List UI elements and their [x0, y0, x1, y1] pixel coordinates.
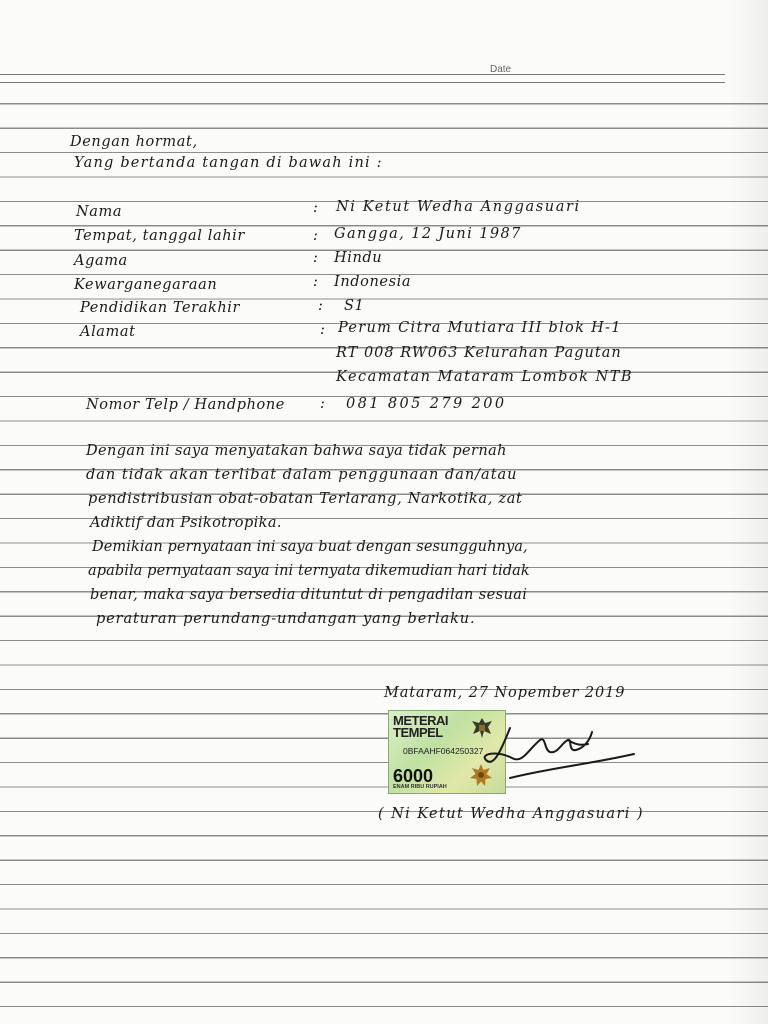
signer-name: ( Ni Ketut Wedha Anggasuari )	[378, 806, 644, 822]
closing-line-1: Demikian pernyataan ini saya buat dengan sesungguhnya,	[92, 539, 528, 555]
agama-label: Agama	[74, 253, 128, 269]
statement-line-4: Adiktif dan Psikotropika.	[90, 515, 282, 531]
handwritten-signature	[450, 720, 650, 790]
colon: :	[320, 322, 326, 338]
statement-line-2: dan tidak akan terlibat dalam penggunaan dan/atau	[86, 467, 518, 483]
telp-label: Nomor Telp / Handphone	[86, 397, 285, 413]
kewarganegaraan-label: Kewarganegaraan	[74, 277, 218, 293]
header-double-rule	[0, 74, 725, 83]
colon: :	[313, 228, 319, 244]
greeting: Dengan hormat,	[70, 134, 198, 150]
place-date: Mataram, 27 Nopember 2019	[384, 685, 626, 701]
nama-label: Nama	[76, 204, 123, 220]
stamp-title: METERAI TEMPEL	[393, 713, 448, 740]
telp-value: 081 805 279 200	[346, 396, 507, 412]
ttl-value: Gangga, 12 Juni 1987	[334, 226, 522, 242]
alamat-line-1: Perum Citra Mutiara III blok H-1	[338, 320, 622, 336]
kewarganegaraan-value: Indonesia	[334, 274, 412, 290]
colon: :	[320, 396, 326, 412]
alamat-line-2: RT 008 RW063 Kelurahan Pagutan	[336, 345, 622, 361]
closing-line-2: apabila pernyataan saya ini ternyata dikemudian hari tidak	[88, 563, 530, 579]
agama-value: Hindu	[334, 250, 383, 266]
ttl-label: Tempat, tanggal lahir	[74, 228, 245, 244]
date-label: Date	[490, 64, 512, 75]
closing-line-4: peraturan perundang-undangan yang berlaku.	[96, 611, 476, 627]
closing-line-3: benar, maka saya bersedia dituntut di pengadilan sesuai	[90, 587, 528, 603]
statement-line-3: pendistribusian obat-obatan Terlarang, Narkotika, zat	[88, 491, 523, 507]
alamat-label: Alamat	[80, 324, 136, 340]
stamp-value: 6000	[393, 766, 434, 786]
nama-value: Ni Ketut Wedha Anggasuari	[336, 199, 581, 215]
alamat-line-3: Kecamatan Mataram Lombok NTB	[336, 369, 634, 385]
statement-line-1: Dengan ini saya menyatakan bahwa saya tidak pernah	[86, 443, 507, 459]
pendidikan-label: Pendidikan Terakhir	[80, 300, 241, 316]
intro-text: Yang bertanda tangan di bawah ini :	[74, 155, 383, 171]
colon: :	[318, 298, 324, 314]
stamp-value-text: ENAM RIBU RUPIAH	[393, 784, 447, 790]
pendidikan-value: S1	[344, 298, 365, 314]
colon: :	[313, 274, 319, 290]
colon: :	[313, 250, 319, 266]
stamp-serial: 0BFAAHF064250327	[403, 746, 484, 756]
colon: :	[313, 200, 319, 216]
